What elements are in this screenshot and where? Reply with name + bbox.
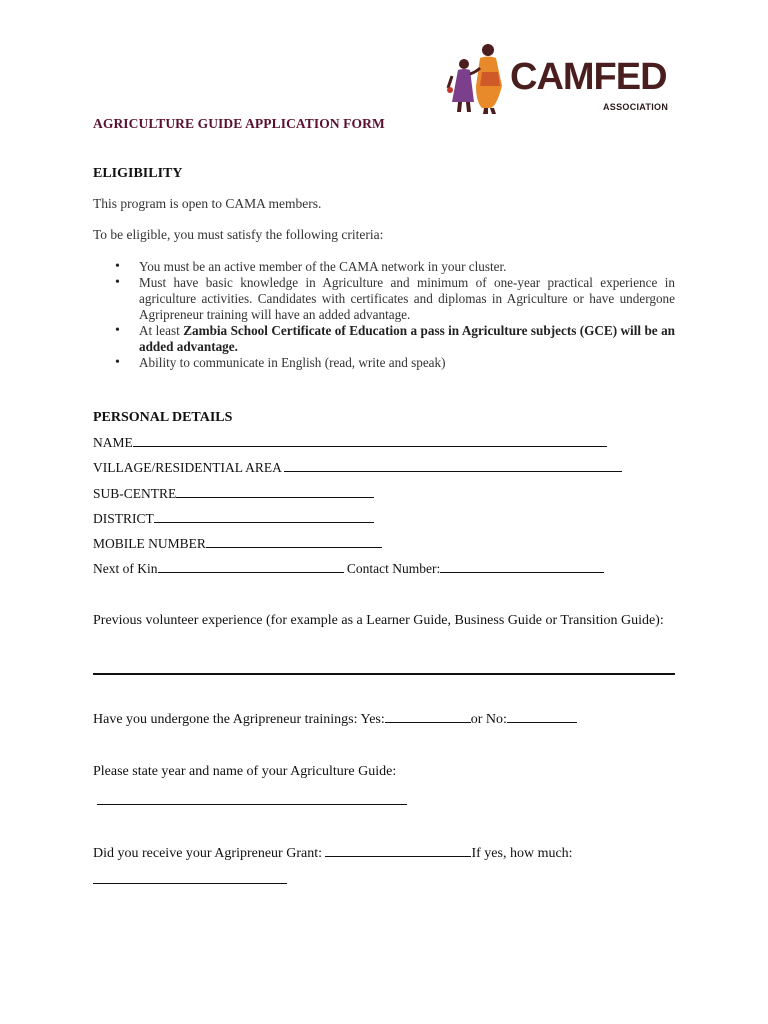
- form-title: AGRICULTURE GUIDE APPLICATION FORM: [93, 116, 385, 131]
- village-field: [93, 459, 622, 476]
- volunteer-question: Previous volunteer experience (for example as a Learner Guide, Business Guide or Transition Guide):: [93, 613, 664, 628]
- training-no-line[interactable]: [507, 710, 577, 723]
- contact-input-line[interactable]: [440, 560, 604, 573]
- district-input-line[interactable]: [154, 510, 374, 523]
- grant-amount-line[interactable]: [93, 871, 287, 884]
- kin-label: Next of Kin: [93, 561, 158, 576]
- mobile-input-line[interactable]: [206, 535, 382, 548]
- training-or-label: or No:: [470, 712, 507, 727]
- criteria-intro: To be eligible, you must satisfy the following criteria:: [93, 227, 384, 242]
- logo-text-right: ED: [615, 56, 667, 98]
- guide-answer: [97, 792, 407, 809]
- grant-question: [93, 844, 573, 862]
- next-of-kin-field: [93, 560, 604, 577]
- criteria-bold-text: Zambia School Certificate of Education a pass in Agriculture subjects (GCE) will be an added advantage.: [139, 323, 675, 354]
- criteria-item: [93, 275, 675, 323]
- training-yes-line[interactable]: [385, 710, 471, 723]
- name-input-line[interactable]: [133, 434, 607, 447]
- name-field: [93, 434, 607, 451]
- mobile-label: MOBILE NUMBER: [93, 536, 206, 551]
- criteria-text: Ability to communicate in English (read, write and speak): [139, 355, 446, 370]
- grant-followup-label: If yes, how much:: [471, 846, 573, 861]
- grant-answer-line[interactable]: [325, 844, 471, 857]
- criteria-prefix: At least: [139, 323, 184, 338]
- criteria-item: [93, 259, 675, 275]
- logo-wordmark: [510, 58, 667, 96]
- training-question: [93, 710, 577, 728]
- grant-label: Did you receive your Agripreneur Grant:: [93, 846, 326, 861]
- guide-answer-line[interactable]: [97, 792, 407, 805]
- district-label: DISTRICT: [93, 511, 154, 526]
- grant-amount: [93, 871, 287, 888]
- criteria-text: You must be an active member of the CAMA network in your cluster.: [139, 259, 507, 274]
- criteria-list: [93, 259, 675, 371]
- volunteer-answer-line[interactable]: [93, 673, 675, 675]
- eligibility-intro: This program is open to CAMA members.: [93, 196, 322, 211]
- village-input-line[interactable]: [284, 459, 622, 472]
- mobile-field: [93, 535, 382, 552]
- criteria-text: Must have basic knowledge in Agriculture and minimum of one-year practical experience in agriculture activities. Candidates with certificates and diplomas in Agriculture or have undergone Agripreneur training will have an added advantage.: [139, 275, 675, 322]
- guide-question: Please state year and name of your Agriculture Guide:: [93, 764, 397, 779]
- criteria-item: [93, 355, 675, 371]
- village-label: VILLAGE/RESIDENTIAL AREA: [93, 460, 285, 475]
- subcentre-input-line[interactable]: [176, 485, 374, 498]
- eligibility-heading: ELIGIBILITY: [93, 166, 183, 181]
- logo-text-left: CAMF: [510, 56, 616, 98]
- district-field: [93, 510, 374, 527]
- personal-details-heading: PERSONAL DETAILS: [93, 410, 233, 425]
- name-label: NAME: [93, 435, 133, 450]
- contact-label: Contact Number:: [343, 561, 441, 576]
- logo-subtitle: ASSOCIATION: [603, 102, 669, 112]
- subcentre-label: SUB-CENTRE: [93, 486, 177, 501]
- training-label: Have you undergone the Agripreneur trainings: Yes:: [93, 712, 385, 727]
- kin-input-line[interactable]: [158, 560, 344, 573]
- camfed-logo: [446, 42, 678, 116]
- figures-icon: [446, 42, 508, 116]
- criteria-item: [93, 323, 675, 355]
- subcentre-field: [93, 485, 374, 502]
